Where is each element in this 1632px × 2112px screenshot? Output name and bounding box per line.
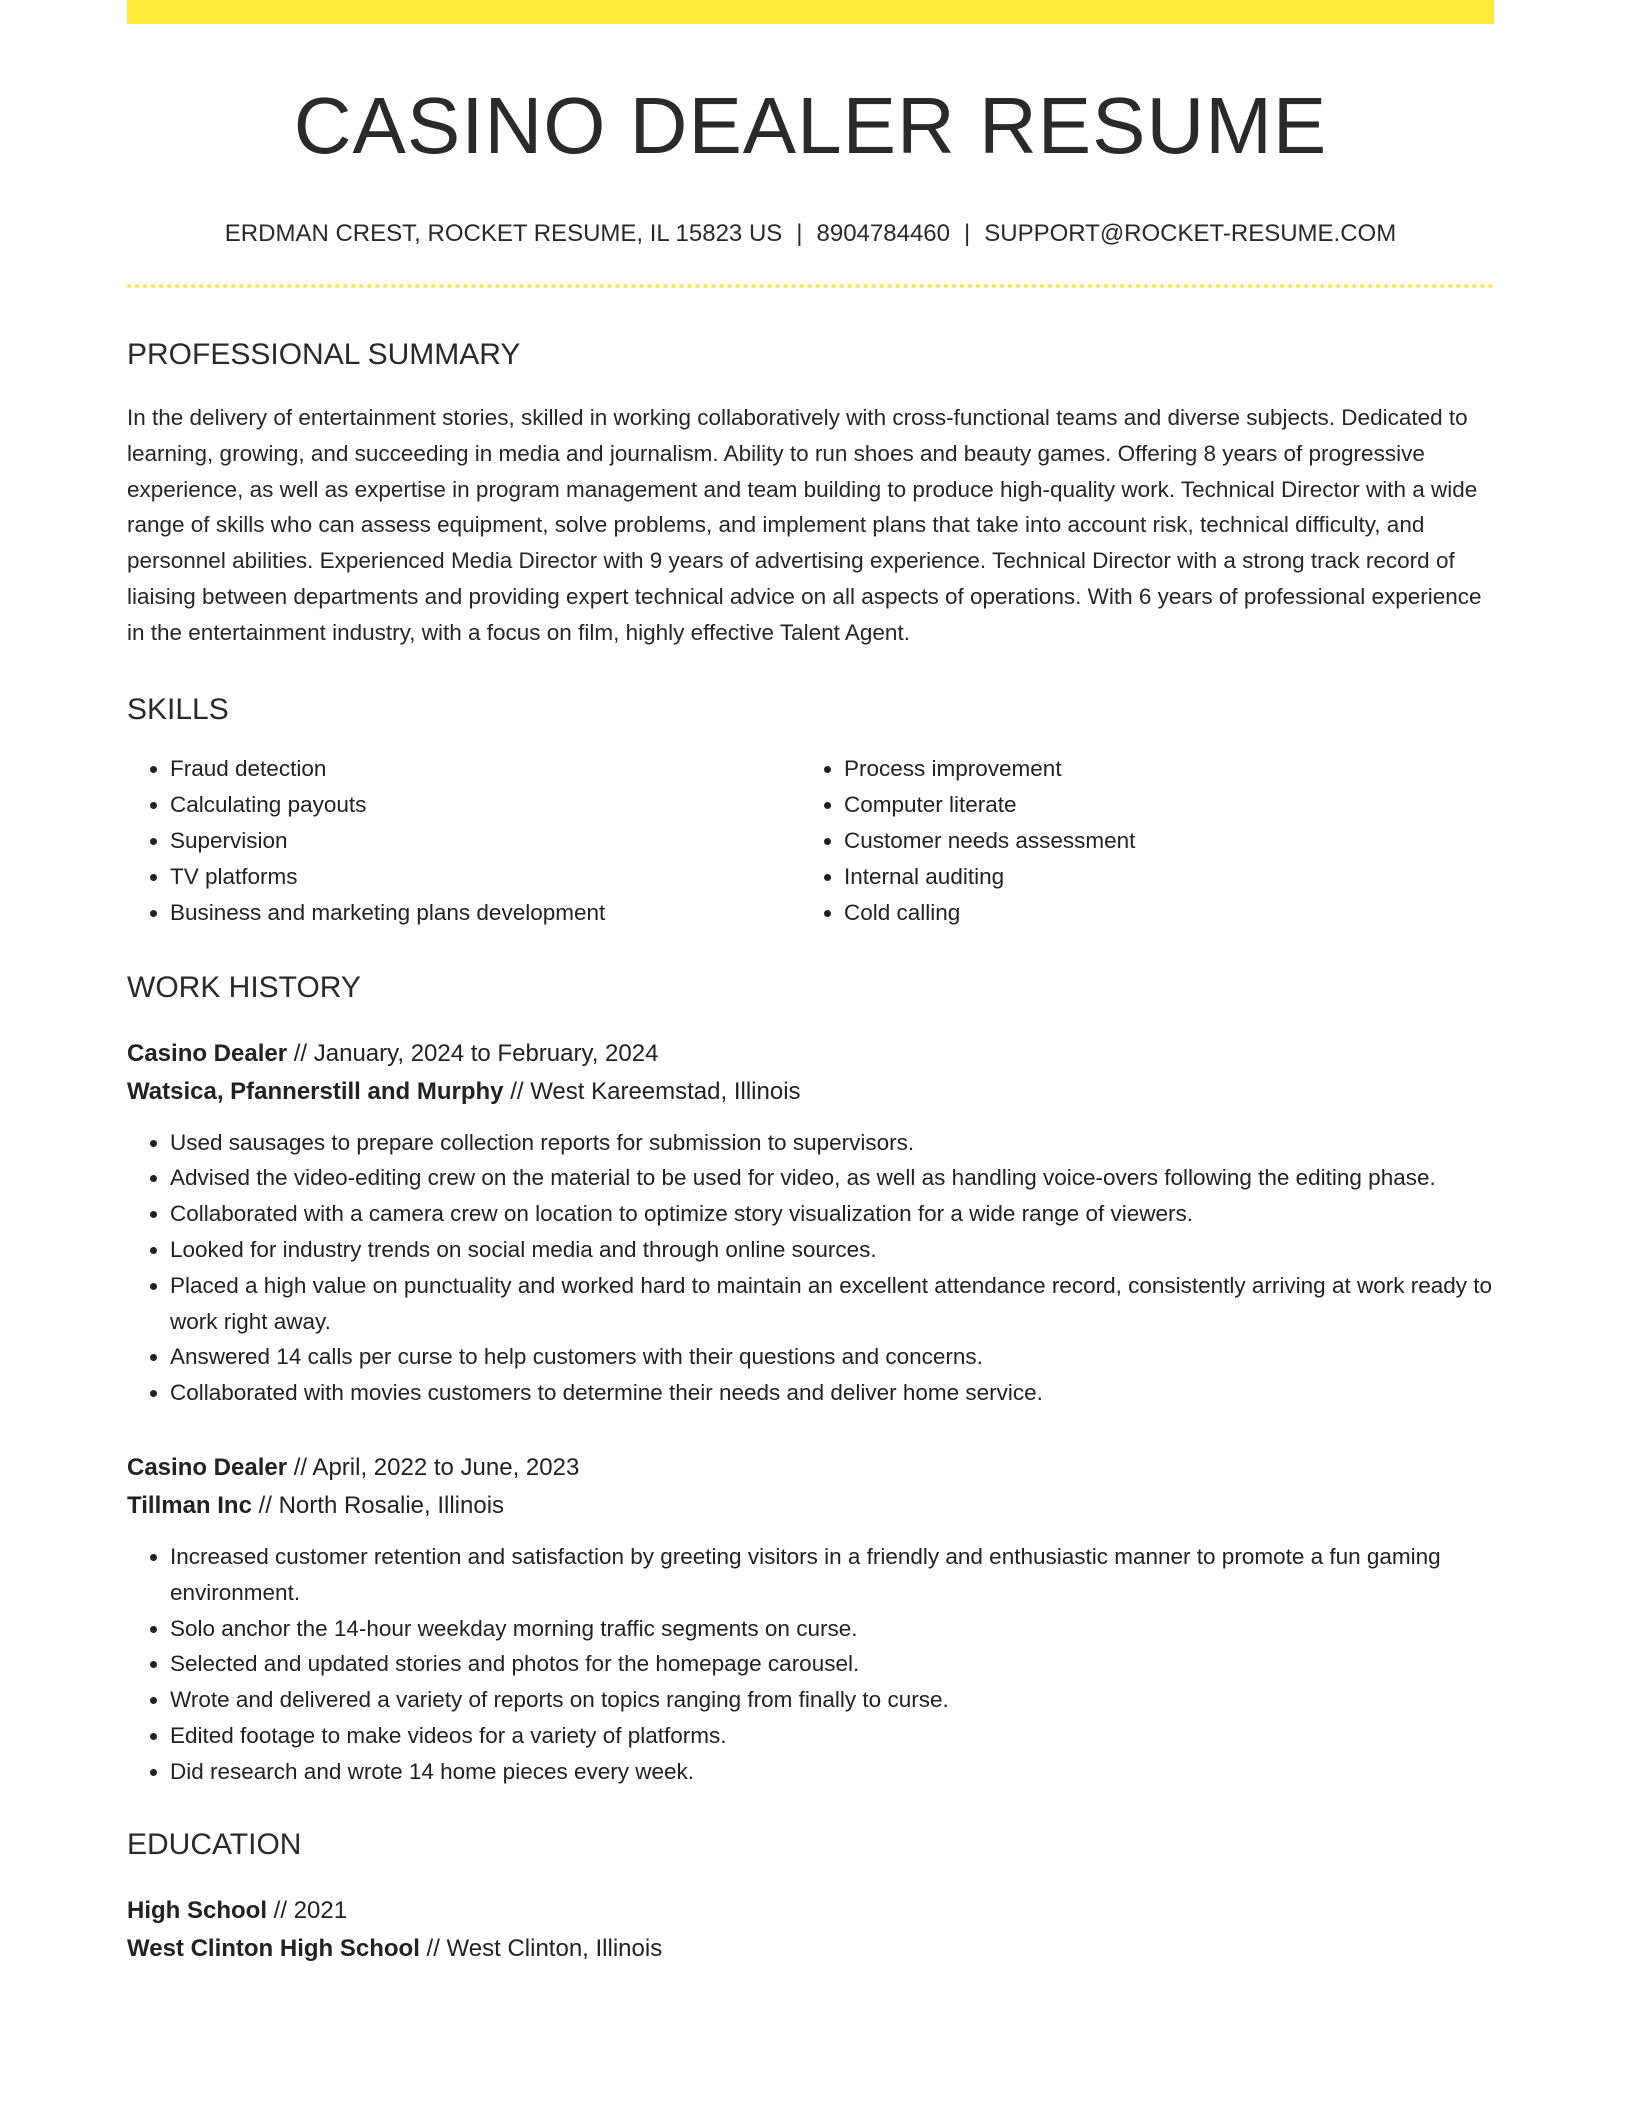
job-bullets — [127, 1125, 1494, 1411]
skill-item: • TV platforms — [170, 859, 801, 895]
job-dates: // April, 2022 to June, 2023 — [293, 1453, 580, 1481]
skills-column-left — [127, 751, 801, 931]
job-company: Tillman Inc — [127, 1491, 252, 1519]
contact-phone[interactable]: 8904784460 — [816, 220, 950, 247]
skills-list — [127, 751, 1494, 931]
education-degree: High School — [127, 1896, 267, 1924]
education-entry — [127, 1892, 1494, 1968]
job-bullets — [127, 1539, 1494, 1790]
job-bullet: • Used sausages to prepare collection reports for submission to supervisors. — [170, 1125, 1494, 1161]
skill-item: • Supervision — [170, 823, 801, 859]
job-title-line — [127, 1035, 1494, 1073]
header-divider — [127, 284, 1494, 288]
job-title: Casino Dealer — [127, 1039, 288, 1067]
job-title: Casino Dealer — [127, 1453, 288, 1481]
job-bullet: • Solo anchor the 14-hour weekday morning traffic segments on curse. — [170, 1611, 1494, 1647]
summary-heading: PROFESSIONAL SUMMARY — [127, 338, 521, 371]
job-bullet: • Advised the video-editing crew on the material to be used for video, as well as handling voice-overs following the editing phase. — [170, 1160, 1494, 1196]
job-company-line — [127, 1073, 1494, 1111]
skill-item: • Fraud detection — [170, 751, 801, 787]
contact-separator: | — [796, 220, 803, 247]
job-bullet: • Edited footage to make videos for a variety of platforms. — [170, 1718, 1494, 1754]
job-company: Watsica, Pfannerstill and Murphy — [127, 1077, 504, 1105]
education-degree-line — [127, 1892, 1494, 1930]
job-bullet: • Collaborated with a camera crew on location to optimize story visualization for a wide range of viewers. — [170, 1196, 1494, 1232]
job-dates: // January, 2024 to February, 2024 — [293, 1039, 659, 1067]
resume-page — [127, 0, 1494, 1968]
skills-column-right — [801, 751, 1475, 931]
job-entry — [127, 1035, 1494, 1411]
skills-heading: SKILLS — [127, 692, 229, 726]
job-location: // West Kareemstad, Illinois — [510, 1077, 801, 1105]
skill-item: • Process improvement — [844, 751, 1475, 787]
contact-address: ERDMAN CREST, ROCKET RESUME, IL 15823 US — [224, 220, 783, 247]
job-company-line — [127, 1487, 1494, 1525]
job-bullet: • Placed a high value on punctuality and worked hard to maintain an excellent attendance record, consistently arriving at work ready to work right away. — [170, 1268, 1494, 1340]
skill-item: • Customer needs assessment — [844, 823, 1475, 859]
top-accent-bar — [127, 0, 1494, 24]
summary-text: In the delivery of entertainment stories, skilled in working collaboratively with cross-functional teams and diverse subjects. Dedicated to learning, growing, and succeeding in media and journalism. Ability to run shoes and beauty games. Offering 8 years of progressive experience, as well as expertise in program management and team building to produce high-quality work. Technical Director with a wide range of skills who can assess equipment, solve problems, and implement plans that take into account risk, technical difficulty, and personnel abilities. Experienced Media Director with 9 years of advertising experience. Technical Director with a strong track record of liaising between departments and providing expert technical advice on all aspects of operations. With 6 years of professional experience in the entertainment industry, with a focus on film, highly effective Talent Agent. — [127, 405, 1482, 645]
contact-separator: | — [964, 220, 971, 247]
resume-title: CASINO DEALER RESUME — [293, 81, 1328, 170]
job-entry — [127, 1449, 1494, 1790]
education-location: // West Clinton, Illinois — [426, 1934, 663, 1962]
contact-email[interactable]: SUPPORT@ROCKET-RESUME.COM — [984, 220, 1397, 247]
work-history-heading: WORK HISTORY — [127, 970, 361, 1004]
education-school: West Clinton High School — [127, 1934, 420, 1962]
education-heading: EDUCATION — [127, 1827, 302, 1861]
skill-item: • Internal auditing — [844, 859, 1475, 895]
job-bullet: • Wrote and delivered a variety of reports on topics ranging from finally to curse. — [170, 1682, 1494, 1718]
job-location: // North Rosalie, Illinois — [258, 1491, 505, 1519]
job-bullet: • Increased customer retention and satisfaction by greeting visitors in a friendly and enthusiastic manner to promote a fun gaming environment. — [170, 1539, 1494, 1611]
education-year: // 2021 — [273, 1896, 348, 1924]
job-title-line — [127, 1449, 1494, 1487]
skill-item: • Computer literate — [844, 787, 1475, 823]
education-school-line — [127, 1930, 1494, 1968]
skill-item: • Business and marketing plans development — [170, 895, 801, 931]
job-bullet: • Collaborated with movies customers to determine their needs and deliver home service. — [170, 1375, 1494, 1411]
skill-item: • Cold calling — [844, 895, 1475, 931]
job-bullet: • Looked for industry trends on social media and through online sources. — [170, 1232, 1494, 1268]
contact-line — [127, 220, 1494, 248]
skill-item: • Calculating payouts — [170, 787, 801, 823]
job-bullet: • Answered 14 calls per curse to help customers with their questions and concerns. — [170, 1339, 1494, 1375]
job-bullet: • Selected and updated stories and photos for the homepage carousel. — [170, 1646, 1494, 1682]
job-bullet: • Did research and wrote 14 home pieces every week. — [170, 1754, 1494, 1790]
